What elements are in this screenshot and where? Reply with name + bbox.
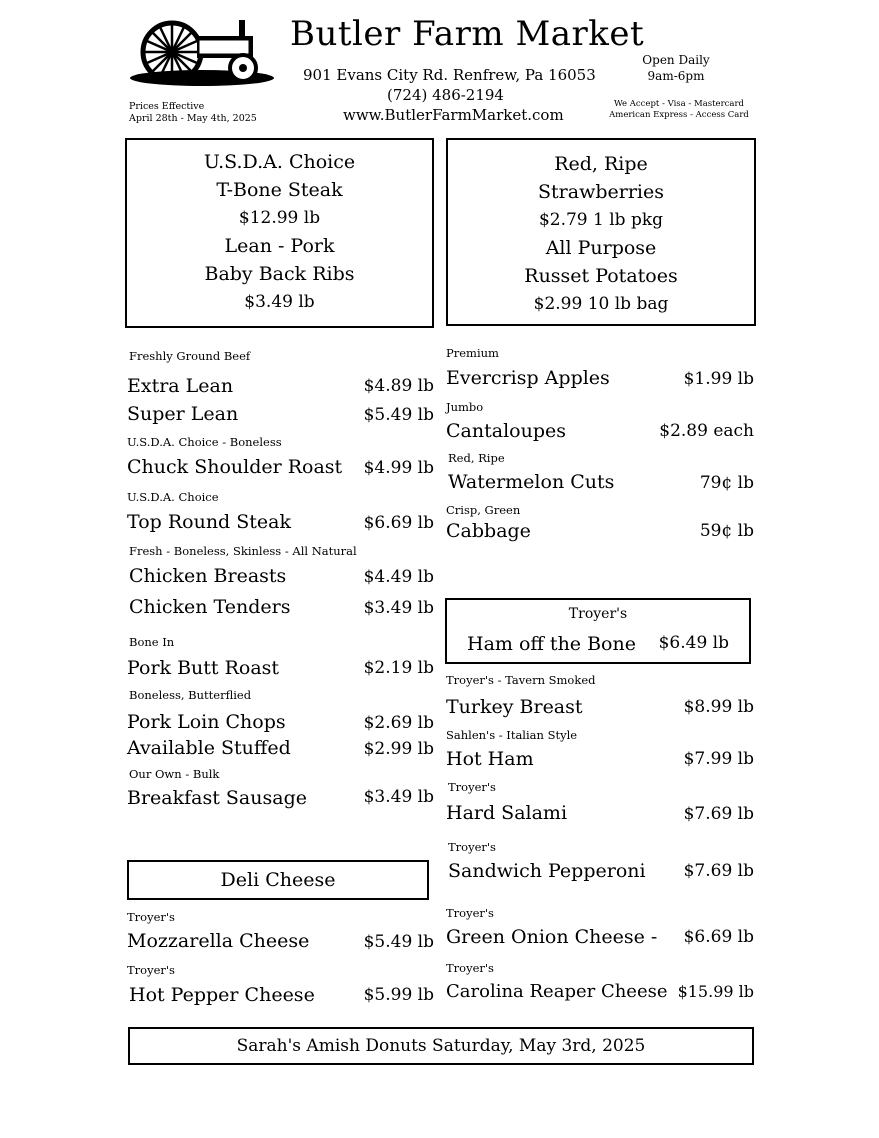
cards-line1: We Accept - Visa - Mastercard [614,99,744,109]
item-name: Available Stuffed [127,737,291,759]
featured-left-l5: Baby Back Ribs [204,263,355,285]
payment-methods [604,99,754,121]
item-price: $3.49 lb [363,787,434,807]
item-price: $3.49 lb [363,598,434,618]
item-name: Hot Ham [446,748,534,770]
featured-meat-box [125,138,434,328]
item-name: Hard Salami [446,802,568,824]
featured-left-l6: $3.49 lb [244,292,315,312]
item-label: Troyer's [448,780,496,794]
featured-left-l3: $12.99 lb [238,208,321,228]
item-price: $5.99 lb [363,985,434,1005]
item-label: Our Own - Bulk [129,767,220,781]
donuts-banner-text: Sarah's Amish Donuts Saturday, May 3rd, 2025 [236,1036,646,1056]
donuts-banner [128,1027,754,1065]
item-name: Turkey Breast [446,696,583,718]
item-label: Bone In [129,635,175,649]
item-label: Fresh - Boneless, Skinless - All Natural [129,544,357,558]
ham-price: $6.49 lb [658,633,729,653]
store-name: Butler Farm Market [290,14,645,54]
hours-line1: Open Daily [642,53,710,67]
item-price: 79¢ lb [699,473,754,493]
item-name: Green Onion Cheese - [446,926,658,948]
item-name: Evercrisp Apples [446,367,610,389]
item-name: Cabbage [446,520,531,542]
item-name: Pork Butt Roast [127,657,280,679]
store-phone: (724) 486-2194 [387,86,504,104]
item-price: $6.69 lb [683,927,754,947]
item-price: $6.69 lb [363,513,434,533]
tractor-logo [127,16,277,92]
item-price: $5.49 lb [363,932,434,952]
featured-produce-box [446,138,756,326]
item-name: Pork Loin Chops [127,711,286,733]
item-label: Red, Ripe [448,451,505,465]
featured-left-l2: T-Bone Steak [216,179,343,201]
item-name: Top Round Steak [127,511,291,533]
ham-brand: Troyer's [568,606,628,622]
item-label: Freshly Ground Beef [129,349,251,363]
item-label: Troyer's - Tavern Smoked [446,673,596,687]
hours-line2: 9am-6pm [647,69,705,83]
item-price: 59¢ lb [699,521,754,541]
item-name: Chuck Shoulder Roast [127,456,343,478]
store-website: www.ButlerFarmMarket.com [343,106,564,124]
featured-right-l1: Red, Ripe [554,153,648,175]
prices-line2: April 28th - May 4th, 2025 [129,113,257,124]
item-name: Mozzarella Cheese [127,930,310,952]
item-price: $8.99 lb [683,697,754,717]
item-price: $7.99 lb [683,749,754,769]
item-label: Premium [446,346,499,360]
ham-special-box [445,598,751,664]
item-label: Sahlen's - Italian Style [446,728,578,742]
item-price: $7.69 lb [683,804,754,824]
prices-line1: Prices Effective [129,101,205,112]
item-name: Super Lean [127,403,239,425]
store-address: 901 Evans City Rd. Renfrew, Pa 16053 [303,66,596,84]
item-label: U.S.D.A. Choice [127,490,219,504]
item-label: Troyer's [446,906,494,920]
item-name: Sandwich Pepperoni [448,860,646,882]
featured-right-l2: Strawberries [538,181,664,203]
item-label: Troyer's [127,963,175,977]
item-name: Hot Pepper Cheese [129,984,315,1006]
item-price: $7.69 lb [683,861,754,881]
item-name: Extra Lean [127,375,234,397]
item-label: Troyer's [448,840,496,854]
store-hours [636,52,716,84]
item-price: $15.99 lb [677,982,754,1001]
item-label: U.S.D.A. Choice - Boneless [127,435,282,449]
item-price: $2.19 lb [363,658,434,678]
item-label: Troyer's [127,910,175,924]
featured-right-l5: Russet Potatoes [524,265,678,287]
item-price: $4.89 lb [363,376,434,396]
item-price: $2.99 lb [363,739,434,759]
item-price: $4.49 lb [363,567,434,587]
item-price: $5.49 lb [363,405,434,425]
item-name: Cantaloupes [446,420,566,442]
item-name: Watermelon Cuts [448,471,615,493]
item-label: Boneless, Butterflied [129,688,252,702]
prices-effective [129,101,257,125]
item-price: $2.69 lb [363,713,434,733]
item-price: $1.99 lb [683,369,754,389]
featured-right-l4: All Purpose [545,237,657,259]
item-label: Troyer's [446,961,494,975]
item-name: Chicken Tenders [129,596,291,618]
item-name: Chicken Breasts [129,565,287,587]
cards-line2: American Express - Access Card [609,110,749,120]
deli-cheese-heading: Deli Cheese [220,869,336,891]
featured-left-l1: U.S.D.A. Choice [203,151,356,173]
item-price: $2.89 each [659,421,754,441]
item-name: Breakfast Sausage [127,787,307,809]
featured-right-l6: $2.99 10 lb bag [533,294,669,314]
item-label: Jumbo [446,400,484,414]
item-price: $4.99 lb [363,458,434,478]
featured-left-l4: Lean - Pork [224,235,335,257]
ham-name: Ham off the Bone [467,633,636,655]
deli-cheese-heading-box [127,860,429,900]
featured-right-l3: $2.79 1 lb pkg [538,210,664,230]
item-label: Crisp, Green [446,503,521,517]
item-name: Carolina Reaper Cheese [446,981,668,1002]
